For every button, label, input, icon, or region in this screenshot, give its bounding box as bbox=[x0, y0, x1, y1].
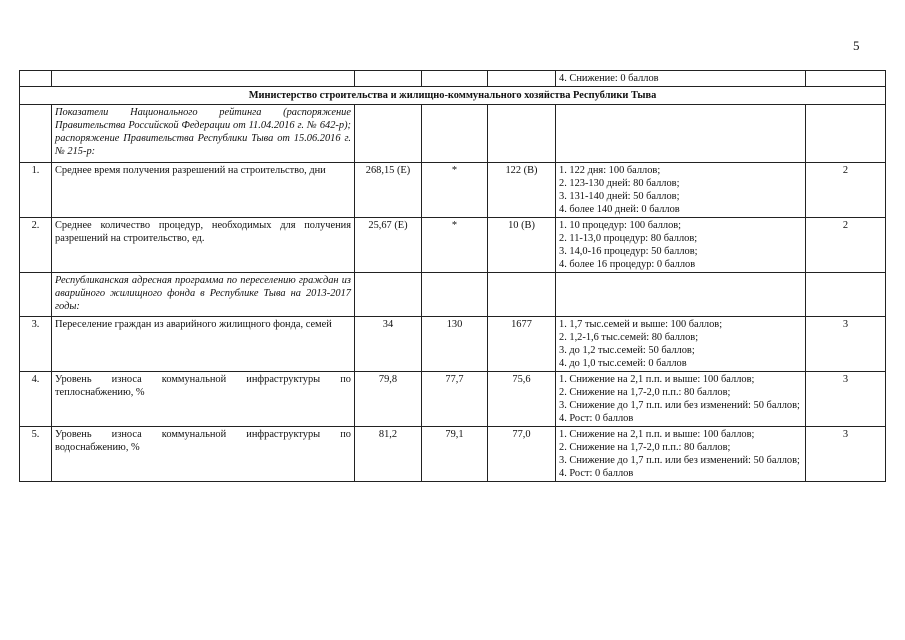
indicator-name: Уровень износа коммунальной инфраструктуры по водоснабжению, % bbox=[52, 427, 355, 482]
row-number: 2. bbox=[20, 218, 52, 273]
row-number: 4. bbox=[20, 372, 52, 427]
criteria-line: 2. Снижение на 1,7-2,0 п.п.: 80 баллов; bbox=[559, 442, 731, 453]
weight: 2 bbox=[806, 218, 886, 273]
value-2: 79,1 bbox=[422, 427, 488, 482]
value-2: 130 bbox=[422, 317, 488, 372]
indicator-name: Уровень износа коммунальной инфраструктуры по теплоснабжению, % bbox=[52, 372, 355, 427]
page-number: 5 bbox=[853, 38, 860, 53]
criteria-line: 4. более 140 дней: 0 баллов bbox=[559, 204, 680, 215]
value-1: 25,67 (Е) bbox=[355, 218, 422, 273]
value-3: 10 (В) bbox=[488, 218, 556, 273]
weight: 2 bbox=[806, 163, 886, 218]
row-number: 3. bbox=[20, 317, 52, 372]
indicator-name: Среднее время получения разрешений на строительство, дни bbox=[52, 163, 355, 218]
criteria-line: 3. 131-140 дней: 50 баллов; bbox=[559, 191, 680, 202]
criteria-line: 1. 1,7 тыс.семей и выше: 100 баллов; bbox=[559, 319, 723, 330]
criteria-line: 4. Снижение: 0 баллов bbox=[559, 73, 659, 84]
value-2: * bbox=[422, 218, 488, 273]
criteria-line: 2. 123-130 дней: 80 баллов; bbox=[559, 178, 680, 189]
value-3: 1677 bbox=[488, 317, 556, 372]
criteria-line: 1. 10 процедур: 100 баллов; bbox=[559, 220, 682, 231]
row-number: 5. bbox=[20, 427, 52, 482]
value-1: 268,15 (Е) bbox=[355, 163, 422, 218]
indicator-name: Среднее количество процедур, необходимых для получения разрешений на строительство, ед. bbox=[52, 218, 355, 273]
criteria-line: 1. Снижение на 2,1 п.п. и выше: 100 баллов; bbox=[559, 429, 755, 440]
criteria-line: 4. Рост: 0 баллов bbox=[559, 468, 634, 479]
criteria-line: 2. Снижение на 1,7-2,0 п.п.: 80 баллов; bbox=[559, 387, 731, 398]
indicator-name: Переселение граждан из аварийного жилищного фонда, семей bbox=[52, 317, 355, 372]
criteria-line: 2. 1,2-1,6 тыс.семей: 80 баллов; bbox=[559, 332, 699, 343]
subheader-text: Республиканская адресная программа по переселению граждан из аварийного жилищного фонда в Республике Тыва на 2013-2017 годы: bbox=[52, 273, 355, 317]
criteria-line: 4. более 16 процедур: 0 баллов bbox=[559, 259, 696, 270]
value-1: 79,8 bbox=[355, 372, 422, 427]
criteria-line: 4. Рост: 0 баллов bbox=[559, 413, 634, 424]
weight: 3 bbox=[806, 317, 886, 372]
table-row bbox=[20, 317, 886, 372]
table-row bbox=[20, 218, 886, 273]
table-row bbox=[20, 427, 886, 482]
criteria-line: 2. 11-13,0 процедур: 80 баллов; bbox=[559, 233, 698, 244]
criteria-cell bbox=[556, 218, 806, 273]
criteria-line: 4. до 1,0 тыс.семей: 0 баллов bbox=[559, 358, 687, 369]
indicators-table bbox=[19, 70, 886, 482]
criteria-line: 1. 122 дня: 100 баллов; bbox=[559, 165, 661, 176]
table-row bbox=[20, 372, 886, 427]
weight: 3 bbox=[806, 372, 886, 427]
criteria-cell bbox=[556, 427, 806, 482]
subheader-row bbox=[20, 105, 886, 163]
criteria-cell bbox=[556, 71, 806, 87]
subheader-row bbox=[20, 273, 886, 317]
table-row bbox=[20, 163, 886, 218]
criteria-line: 3. до 1,2 тыс.семей: 50 баллов; bbox=[559, 345, 695, 356]
table-row-top bbox=[20, 71, 886, 87]
row-number: 1. bbox=[20, 163, 52, 218]
value-3: 122 (В) bbox=[488, 163, 556, 218]
criteria-cell bbox=[556, 372, 806, 427]
value-1: 34 bbox=[355, 317, 422, 372]
value-1: 81,2 bbox=[355, 427, 422, 482]
criteria-line: 1. Снижение на 2,1 п.п. и выше: 100 баллов; bbox=[559, 374, 755, 385]
section-title: Министерство строительства и жилищно-коммунального хозяйства Республики Тыва bbox=[20, 87, 886, 105]
criteria-cell bbox=[556, 317, 806, 372]
criteria-line: 3. Снижение до 1,7 п.п. или без изменений: 50 баллов; bbox=[559, 455, 800, 466]
value-2: 77,7 bbox=[422, 372, 488, 427]
criteria-cell bbox=[556, 163, 806, 218]
value-3: 77,0 bbox=[488, 427, 556, 482]
section-row bbox=[20, 87, 886, 105]
value-3: 75,6 bbox=[488, 372, 556, 427]
value-2: * bbox=[422, 163, 488, 218]
subheader-text: Показатели Национального рейтинга (распоряжение Правительства Российской Федерации от 11.04.2016 г. № 642-р); распоряжение Правительства Республики Тыва от 15.06.2016 г. № 215-р: bbox=[52, 105, 355, 163]
criteria-line: 3. Снижение до 1,7 п.п. или без изменений: 50 баллов; bbox=[559, 400, 800, 411]
weight: 3 bbox=[806, 427, 886, 482]
criteria-line: 3. 14,0-16 процедур: 50 баллов; bbox=[559, 246, 698, 257]
